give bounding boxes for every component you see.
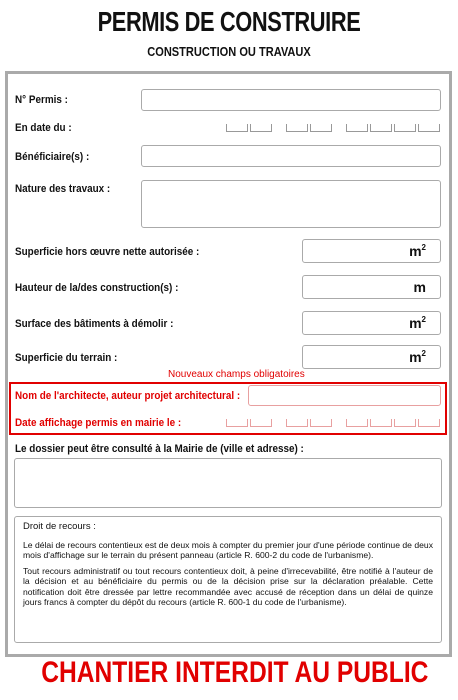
height-label: Hauteur de la/des construction(s) : bbox=[15, 282, 179, 294]
recours-notice bbox=[14, 516, 442, 643]
net-surface-label: Superficie hors œuvre nette autorisée : bbox=[15, 246, 200, 258]
unit-m2: $m^2$ bbox=[409, 243, 426, 259]
recours-paragraph-1: Le délai de recours contentieux est de deux mois à compter du premier jour d'une période continue de deux mois d'affichage sur le terrain du présent panneau (article R. 600-2 du code de l'urbanisme). bbox=[23, 539, 433, 560]
date-field[interactable] bbox=[226, 124, 454, 132]
works-nature-field[interactable] bbox=[141, 180, 441, 228]
net-surface-field[interactable] bbox=[302, 239, 441, 263]
dossier-label: Le dossier peut être consulté à la Mairie de (ville et adresse) : bbox=[15, 443, 304, 455]
recours-title: Droit de recours : bbox=[23, 521, 96, 532]
recours-paragraph-2: Tout recours administratif ou tout recours contentieux doit, à peine d'irrecevabilité, être notifié à l'auteur de la décision et au bénéficiaire du permis ou de la décision prise sur la déclaration préalable. Cette notification doit être dressée par lettre recommandée avec accusé de réception dans un délai de quinze jours francs à compter du dépôt du recours (article R. 600-1 du code de l'urbanisme). bbox=[23, 565, 433, 607]
land-surface-field[interactable] bbox=[302, 345, 441, 369]
unit-m2: $m^2$ bbox=[409, 315, 426, 331]
display-date-field[interactable] bbox=[226, 419, 454, 427]
mandatory-fields-notice: Nouveaux champs obligatoires bbox=[168, 369, 305, 380]
unit-m2: $m^2$ bbox=[409, 349, 426, 365]
permit-number-field[interactable] bbox=[141, 89, 441, 111]
height-field[interactable] bbox=[302, 275, 441, 299]
page-subtitle: CONSTRUCTION OU TRAVAUX bbox=[147, 44, 311, 59]
land-surface-label: Superficie du terrain : bbox=[15, 352, 118, 364]
works-nature-label: Nature des travaux : bbox=[15, 183, 111, 195]
demolish-surface-label: Surface des bâtiments à démolir : bbox=[15, 318, 174, 330]
architect-label: Nom de l'architecte, auteur projet architectural : bbox=[15, 390, 241, 402]
footer-warning: CHANTIER INTERDIT AU PUBLIC bbox=[41, 656, 429, 689]
permit-number-label: N° Permis : bbox=[15, 94, 68, 106]
page-title: PERMIS DE CONSTRUIRE bbox=[97, 6, 361, 37]
demolish-surface-field[interactable] bbox=[302, 311, 441, 335]
beneficiary-label: Bénéficiaire(s) : bbox=[15, 151, 90, 163]
beneficiary-field[interactable] bbox=[141, 145, 441, 167]
date-label: En date du : bbox=[15, 122, 72, 134]
unit-m: m bbox=[413, 279, 426, 295]
display-date-label: Date affichage permis en mairie le : bbox=[15, 417, 182, 429]
dossier-field[interactable] bbox=[14, 458, 442, 508]
architect-field[interactable] bbox=[248, 385, 441, 406]
